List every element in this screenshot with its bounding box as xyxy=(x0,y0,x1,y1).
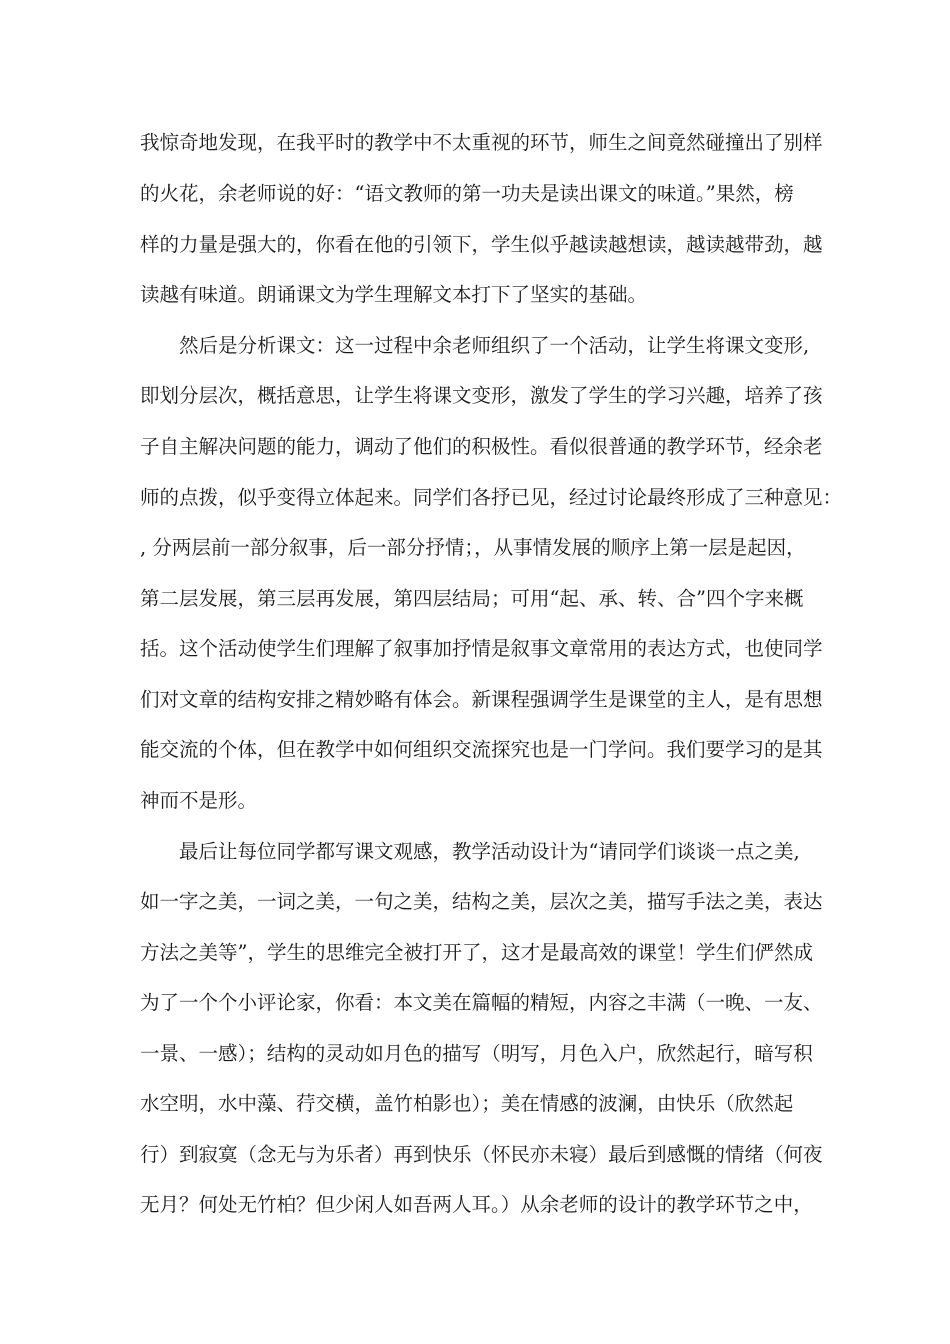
text-line: 读越有味道。朗诵课文为学生理解文本打下了坚实的基础。 xyxy=(140,283,648,306)
text-line: 子自主解决问题的能力，调动了他们的积极性。看似很普通的教学环节，经余老 xyxy=(140,435,823,458)
text-line: 即划分层次，概括意思，让学生将课文变形，激发了学生的学习兴趣，培养了孩 xyxy=(140,384,823,407)
text-line: 的火花，余老师说的好：“语文教师的第一功夫是读出课文的味道。”果然，榜 xyxy=(140,182,794,205)
text-line: 一景、一感）；结构的灵动如月色的描写（明写，月色入户，欣然起行，暗写积 xyxy=(140,1042,813,1065)
text-line: 无月？何处无竹柏？但少闲人如吾两人耳。）从余老师的设计的教学环节之中， xyxy=(140,1193,813,1216)
text-line: 方法之美等”，学生的思维完全被打开了，这才是最高效的课堂！学生们俨然成 xyxy=(140,941,813,964)
text-line: 水空明，水中藻、荇交横，盖竹柏影也）；美在情感的波澜，由快乐（欣然起 xyxy=(140,1092,794,1115)
text-line: 样的力量是强大的，你看在他的引领下，学生似乎越读越想读，越读越带劲，越 xyxy=(140,233,823,256)
text-line: 神而不是形。 xyxy=(140,789,258,812)
text-line: 为了一个个小评论家，你看：本文美在篇幅的精短，内容之丰满（一晚、一友、 xyxy=(140,991,823,1014)
text-line: , 分两层前一部分叙事，后一部分抒情；，从事情发展的顺序上第一层是起因， xyxy=(140,536,806,559)
paragraph-first-line: 最后让每位同学都写课文观感，教学活动设计为“请同学们谈谈一点之美, xyxy=(179,840,800,863)
text-line: 师的点拨，似乎变得立体起来。同学们各抒已见，经过讨论最终形成了三种意见： xyxy=(140,486,843,509)
text-line: 们对文章的结构安排之精妙略有体会。新课程强调学生是课堂的主人，是有思想 xyxy=(140,688,823,711)
text-line: 行）到寂寞（念无与为乐者）再到快乐（怀民亦未寝）最后到感慨的情绪（何夜 xyxy=(140,1143,823,1166)
text-line: 能交流的个体，但在教学中如何组织交流探究也是一门学问。我们要学习的是其 xyxy=(140,738,823,761)
text-line: 如一字之美，一词之美，一句之美，结构之美，层次之美，描写手法之美，表达 xyxy=(140,890,823,913)
text-line: 我惊奇地发现，在我平时的教学中不太重视的环节，师生之间竟然碰撞出了别样 xyxy=(140,131,823,154)
text-line: 第二层发展，第三层再发展，第四层结局；可用“起、承、转、合”四个字来概 xyxy=(140,587,804,610)
text-line: 括。这个活动使学生们理解了叙事加抒情是叙事文章常用的表达方式，也使同学 xyxy=(140,637,823,660)
paragraph-first-line: 然后是分析课文：这一过程中余老师组织了一个活动，让学生将课文变形, xyxy=(179,334,810,357)
